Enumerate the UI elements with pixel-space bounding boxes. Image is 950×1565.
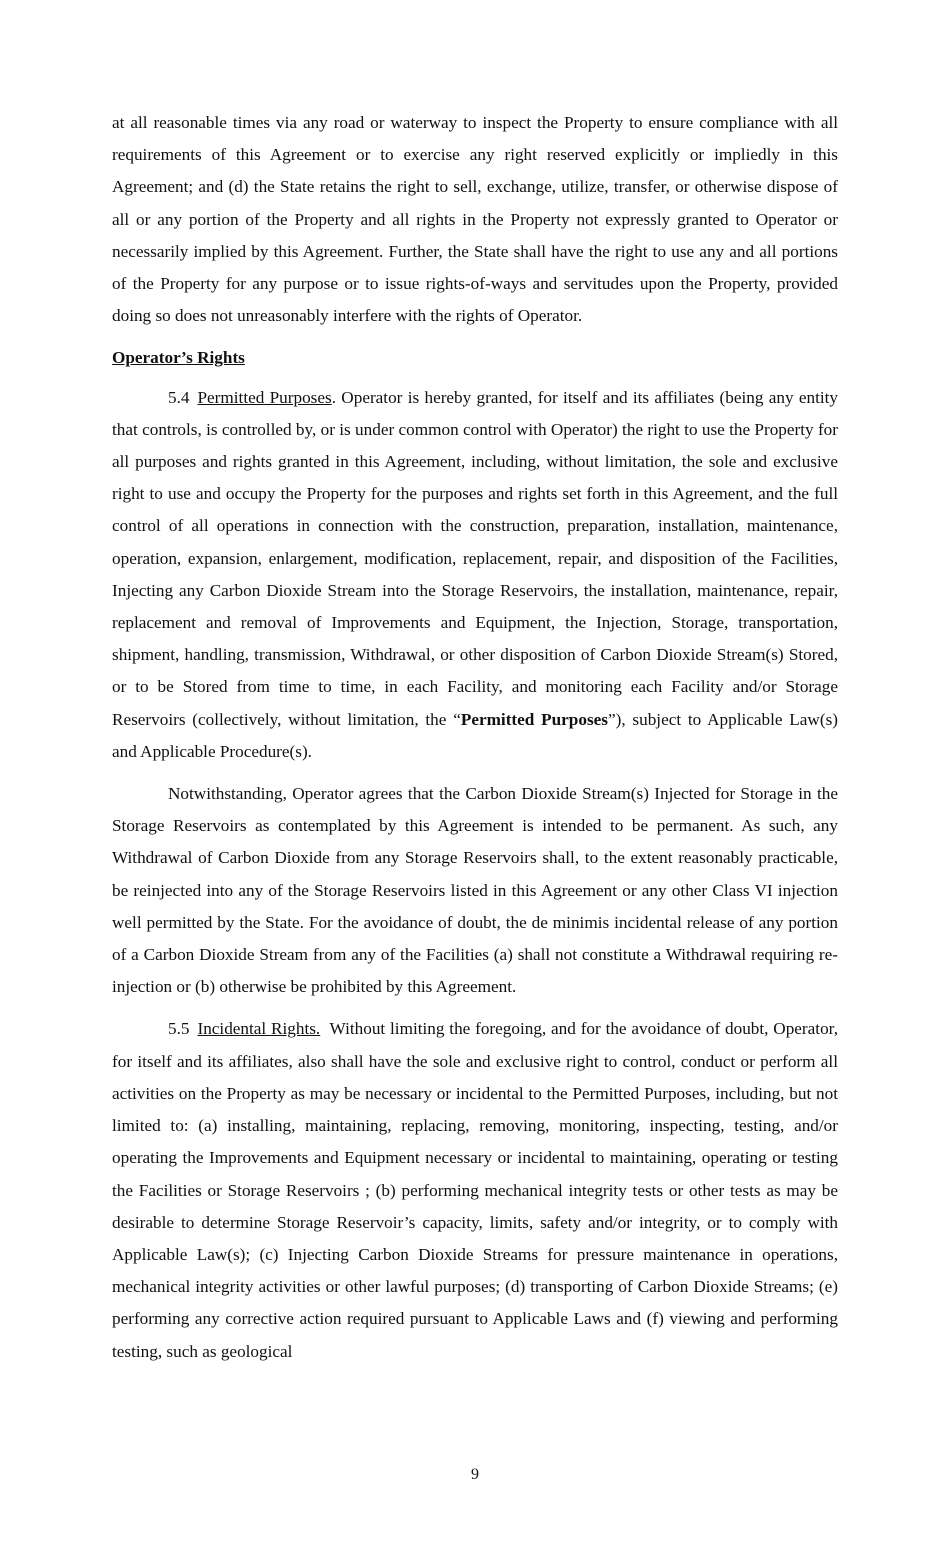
defined-term: Permitted Purposes [460, 709, 608, 729]
paragraph-text-end: ”), subject to Applicable Law(s) and Applicable Procedure(s). [112, 709, 838, 761]
section-heading: Operator’s Rights [112, 348, 245, 368]
paragraph-5-5 [112, 1013, 843, 1367]
section-title: Permitted Purposes [197, 387, 332, 407]
paragraph-text: Without limiting the foregoing, and for the avoidance of doubt, Operator, for itself and its affiliates, also shall have the sole and exclusive right to control, conduct or perform all activities on the Property as may be necessary or incidental to the Permitted Purposes, including, but not limited to: (a) installing, maintaining, replacing, removing, monitoring, inspecting, testing, and/or operating the Improvements and Equipment necessary or incidental to maintaining, operating or testing the Facilities or Storage Reservoirs ; (b) performing mechanical integrity tests or other tests as may be desirable to determine Storage Reservoir’s capacity, limits, safety and/or integrity, or to comply with Applicable Law(s); (c) Injecting Carbon Dioxide Streams for pressure maintenance in operations, mechanical integrity activities or other lawful purposes; (d) transporting of Carbon Dioxide Streams; (e) performing any corrective action required pursuant to Applicable Laws and (f) viewing and performing testing, such as geological [112, 1019, 843, 1361]
paragraph-text: . Operator is hereby granted, for itself and its affiliates (being any entity that controls, is controlled by, or is under common control with Operator) the right to use the Property for all purposes and rights granted in this Agreement, including, without limitation, the sole and exclusive right to use and occupy the Property for the purposes and rights set forth in this Agreement, and the full control of all operations in connection with the construction, preparation, installation, maintenance, operation, expansion, enlargement, modification, replacement, repair, and disposition of the Facilities, Injecting any Carbon Dioxide Stream into the Storage Reservoirs, the installation, maintenance, repair, replacement and removal of Improvements and Equipment, the Injection, Storage, transportation, shipment, handling, transmission, Withdrawal, or other disposition of Carbon Dioxide Stream(s) Stored, or to be Stored from time to time, in each Facility, and monitoring each Facility and/or Storage Reservoirs (collectively, without limitation, the “ [112, 387, 839, 729]
section-title: Incidental Rights. [197, 1019, 321, 1039]
section-number: 5.4 [168, 387, 190, 407]
document-page [112, 107, 843, 1378]
page-number: 9 [471, 1466, 479, 1483]
section-number: 5.5 [168, 1019, 190, 1039]
paragraph-notwithstanding: Notwithstanding, Operator agrees that the Carbon Dioxide Stream(s) Injected for Storage in the Storage Reservoirs as contemplated by this Agreement is intended to be permanent. As such, any Withdrawal of Carbon Dioxide from any Storage Reservoirs shall, to the extent reasonably practicable, be reinjected into any of the Storage Reservoirs listed in this Agreement or any other Class VI injection well permitted by the State. For the avoidance of doubt, the de minimis incidental release of any portion of a Carbon Dioxide Stream from any of the Facilities (a) shall not constitute a Withdrawal requiring re-injection or (b) otherwise be prohibited by this Agreement. [112, 784, 838, 997]
paragraph-5-4 [112, 382, 838, 768]
paragraph-continued: at all reasonable times via any road or waterway to inspect the Property to ensure compliance with all requirements of this Agreement or to exercise any right reserved explicitly or impliedly in this Agreement; and (d) the State retains the right to sell, exchange, utilize, transfer, or otherwise dispose of all or any portion of the Property and all rights in the Property not expressly granted to Operator or necessarily implied by this Agreement. Further, the State shall have the right to use any and all portions of the Property for any purpose or to issue rights-of-ways and servitudes upon the Property, provided doing so does not unreasonably interfere with the rights of Operator. [112, 113, 838, 326]
